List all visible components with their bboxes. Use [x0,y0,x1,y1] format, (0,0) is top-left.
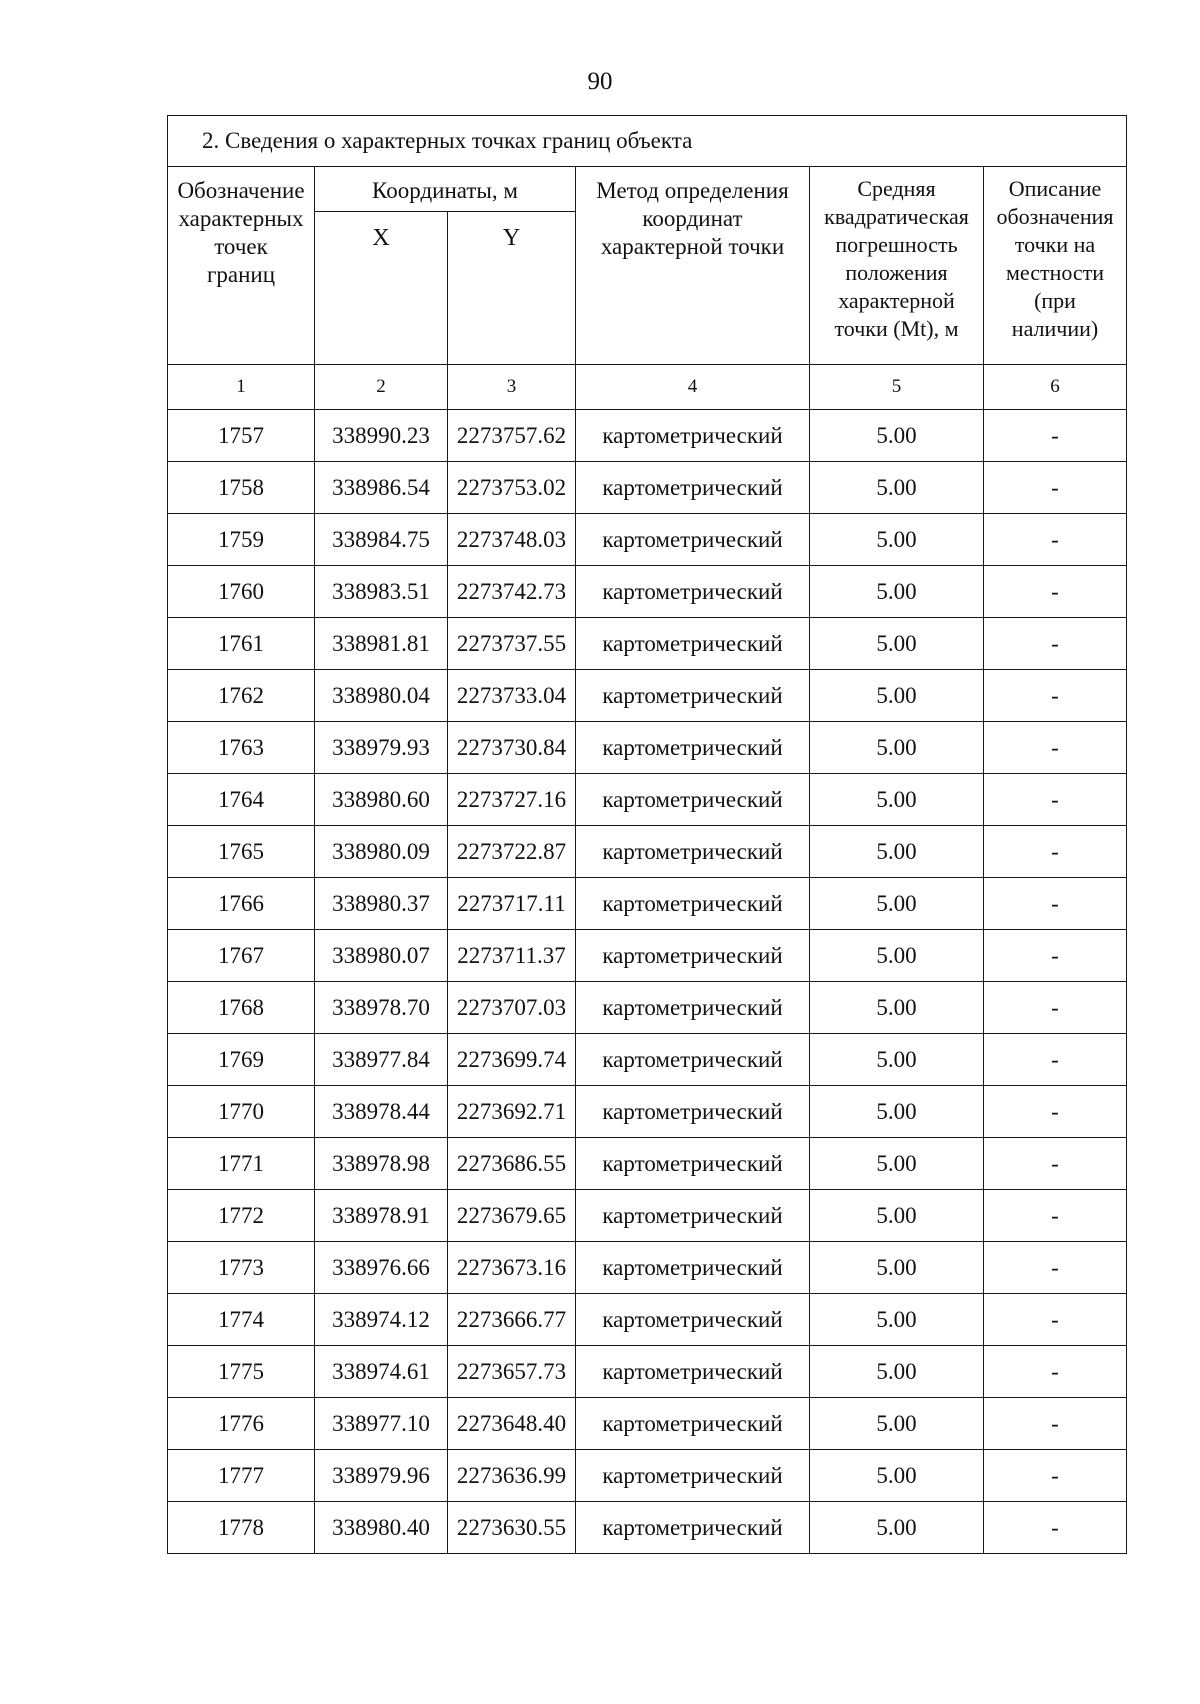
cell-description: - [984,1346,1127,1398]
column-number: 2 [315,365,448,410]
cell-point-id: 1770 [168,1086,315,1138]
table-row [168,1138,1127,1190]
cell-method: картометрический [576,1398,810,1450]
cell-point-id: 1760 [168,566,315,618]
column-number: 6 [984,365,1127,410]
cell-x: 338978.98 [315,1138,448,1190]
cell-x: 338980.09 [315,826,448,878]
boundary-points-table [167,115,1127,1554]
table-row [168,1034,1127,1086]
table-row [168,1294,1127,1346]
cell-mt: 5.00 [810,1086,984,1138]
cell-point-id: 1768 [168,982,315,1034]
cell-x: 338990.23 [315,410,448,462]
cell-y: 2273657.73 [448,1346,576,1398]
cell-point-id: 1776 [168,1398,315,1450]
column-number: 4 [576,365,810,410]
cell-method: картометрический [576,410,810,462]
cell-x: 338977.84 [315,1034,448,1086]
cell-x: 338981.81 [315,618,448,670]
cell-method: картометрический [576,514,810,566]
header-x: X [315,212,448,365]
cell-description: - [984,1242,1127,1294]
cell-description: - [984,618,1127,670]
cell-x: 338976.66 [315,1242,448,1294]
cell-x: 338979.93 [315,722,448,774]
table-row [168,514,1127,566]
cell-description: - [984,1086,1127,1138]
table-row [168,566,1127,618]
table-row [168,1086,1127,1138]
table-row [168,670,1127,722]
cell-point-id: 1769 [168,1034,315,1086]
cell-x: 338979.96 [315,1450,448,1502]
cell-y: 2273737.55 [448,618,576,670]
cell-x: 338974.12 [315,1294,448,1346]
header-row [168,167,1127,212]
page-number: 90 [587,68,613,95]
cell-mt: 5.00 [810,826,984,878]
table-row [168,462,1127,514]
cell-mt: 5.00 [810,462,984,514]
cell-point-id: 1773 [168,1242,315,1294]
cell-point-id: 1757 [168,410,315,462]
cell-method: картометрический [576,1034,810,1086]
cell-mt: 5.00 [810,930,984,982]
table-row [168,1190,1127,1242]
cell-mt: 5.00 [810,1398,984,1450]
cell-point-id: 1765 [168,826,315,878]
header-y: Y [448,212,576,365]
cell-description: - [984,1398,1127,1450]
table-row [168,1450,1127,1502]
cell-method: картометрический [576,462,810,514]
cell-method: картометрический [576,670,810,722]
cell-point-id: 1766 [168,878,315,930]
column-number: 3 [448,365,576,410]
cell-mt: 5.00 [810,1034,984,1086]
table-row [168,774,1127,826]
cell-x: 338986.54 [315,462,448,514]
cell-description: - [984,878,1127,930]
cell-mt: 5.00 [810,1242,984,1294]
cell-x: 338980.07 [315,930,448,982]
cell-mt: 5.00 [810,670,984,722]
cell-y: 2273636.99 [448,1450,576,1502]
cell-y: 2273686.55 [448,1138,576,1190]
table-title-row [168,116,1127,167]
table-row [168,618,1127,670]
cell-method: картометрический [576,1346,810,1398]
cell-x: 338977.10 [315,1398,448,1450]
cell-description: - [984,1034,1127,1086]
cell-y: 2273692.71 [448,1086,576,1138]
cell-method: картометрический [576,1242,810,1294]
cell-point-id: 1759 [168,514,315,566]
cell-method: картометрический [576,982,810,1034]
cell-mt: 5.00 [810,1346,984,1398]
cell-y: 2273727.16 [448,774,576,826]
table-row [168,878,1127,930]
cell-mt: 5.00 [810,1294,984,1346]
cell-mt: 5.00 [810,514,984,566]
cell-y: 2273673.16 [448,1242,576,1294]
cell-description: - [984,1450,1127,1502]
cell-y: 2273717.11 [448,878,576,930]
cell-method: картометрический [576,618,810,670]
cell-x: 338980.37 [315,878,448,930]
cell-method: картометрический [576,1190,810,1242]
cell-x: 338978.70 [315,982,448,1034]
table-row [168,410,1127,462]
table-row [168,722,1127,774]
table-row [168,982,1127,1034]
cell-y: 2273753.02 [448,462,576,514]
cell-mt: 5.00 [810,410,984,462]
cell-y: 2273722.87 [448,826,576,878]
cell-method: картометрический [576,878,810,930]
cell-point-id: 1778 [168,1502,315,1554]
cell-y: 2273742.73 [448,566,576,618]
cell-y: 2273699.74 [448,1034,576,1086]
cell-method: картометрический [576,566,810,618]
column-number: 5 [810,365,984,410]
cell-description: - [984,826,1127,878]
cell-method: картометрический [576,930,810,982]
table-row [168,930,1127,982]
cell-description: - [984,410,1127,462]
cell-description: - [984,982,1127,1034]
cell-point-id: 1774 [168,1294,315,1346]
header-description: Описание обозначения точки на местности (при наличии) [984,167,1127,365]
cell-y: 2273730.84 [448,722,576,774]
cell-y: 2273679.65 [448,1190,576,1242]
cell-point-id: 1767 [168,930,315,982]
column-number: 1 [168,365,315,410]
cell-mt: 5.00 [810,1138,984,1190]
cell-y: 2273733.04 [448,670,576,722]
cell-x: 338980.60 [315,774,448,826]
cell-point-id: 1764 [168,774,315,826]
cell-description: - [984,566,1127,618]
header-designation: Обозначение характерных точек границ [168,167,315,365]
cell-method: картометрический [576,1086,810,1138]
cell-y: 2273630.55 [448,1502,576,1554]
cell-point-id: 1761 [168,618,315,670]
cell-method: картометрический [576,826,810,878]
cell-point-id: 1777 [168,1450,315,1502]
cell-point-id: 1772 [168,1190,315,1242]
cell-description: - [984,514,1127,566]
cell-point-id: 1763 [168,722,315,774]
cell-x: 338984.75 [315,514,448,566]
cell-y: 2273748.03 [448,514,576,566]
table-row [168,1242,1127,1294]
cell-x: 338978.44 [315,1086,448,1138]
table-title: 2. Сведения о характерных точках границ объекта [168,116,1127,167]
cell-point-id: 1771 [168,1138,315,1190]
cell-y: 2273757.62 [448,410,576,462]
cell-mt: 5.00 [810,722,984,774]
cell-description: - [984,774,1127,826]
cell-method: картометрический [576,1502,810,1554]
cell-description: - [984,1502,1127,1554]
cell-y: 2273711.37 [448,930,576,982]
cell-description: - [984,1294,1127,1346]
table-row [168,1398,1127,1450]
cell-x: 338983.51 [315,566,448,618]
cell-description: - [984,930,1127,982]
cell-method: картометрический [576,722,810,774]
cell-method: картометрический [576,774,810,826]
cell-x: 338980.40 [315,1502,448,1554]
cell-mt: 5.00 [810,878,984,930]
header-method: Метод определения координат характерной точки [576,167,810,365]
cell-point-id: 1762 [168,670,315,722]
cell-y: 2273648.40 [448,1398,576,1450]
cell-x: 338980.04 [315,670,448,722]
cell-x: 338978.91 [315,1190,448,1242]
cell-mt: 5.00 [810,1502,984,1554]
cell-description: - [984,722,1127,774]
column-numbers-row [168,365,1127,410]
cell-mt: 5.00 [810,566,984,618]
cell-y: 2273666.77 [448,1294,576,1346]
header-error: Средняя квадратическая погрешность положения характерной точки (Mt), м [810,167,984,365]
cell-description: - [984,1138,1127,1190]
cell-mt: 5.00 [810,618,984,670]
cell-method: картометрический [576,1138,810,1190]
header-coordinates: Координаты, м [315,167,576,212]
cell-mt: 5.00 [810,1450,984,1502]
cell-description: - [984,462,1127,514]
table-row [168,826,1127,878]
table-row [168,1502,1127,1554]
cell-mt: 5.00 [810,1190,984,1242]
cell-mt: 5.00 [810,982,984,1034]
cell-description: - [984,670,1127,722]
cell-x: 338974.61 [315,1346,448,1398]
cell-method: картометрический [576,1294,810,1346]
cell-y: 2273707.03 [448,982,576,1034]
cell-point-id: 1758 [168,462,315,514]
cell-mt: 5.00 [810,774,984,826]
table-row [168,1346,1127,1398]
cell-point-id: 1775 [168,1346,315,1398]
cell-method: картометрический [576,1450,810,1502]
cell-description: - [984,1190,1127,1242]
